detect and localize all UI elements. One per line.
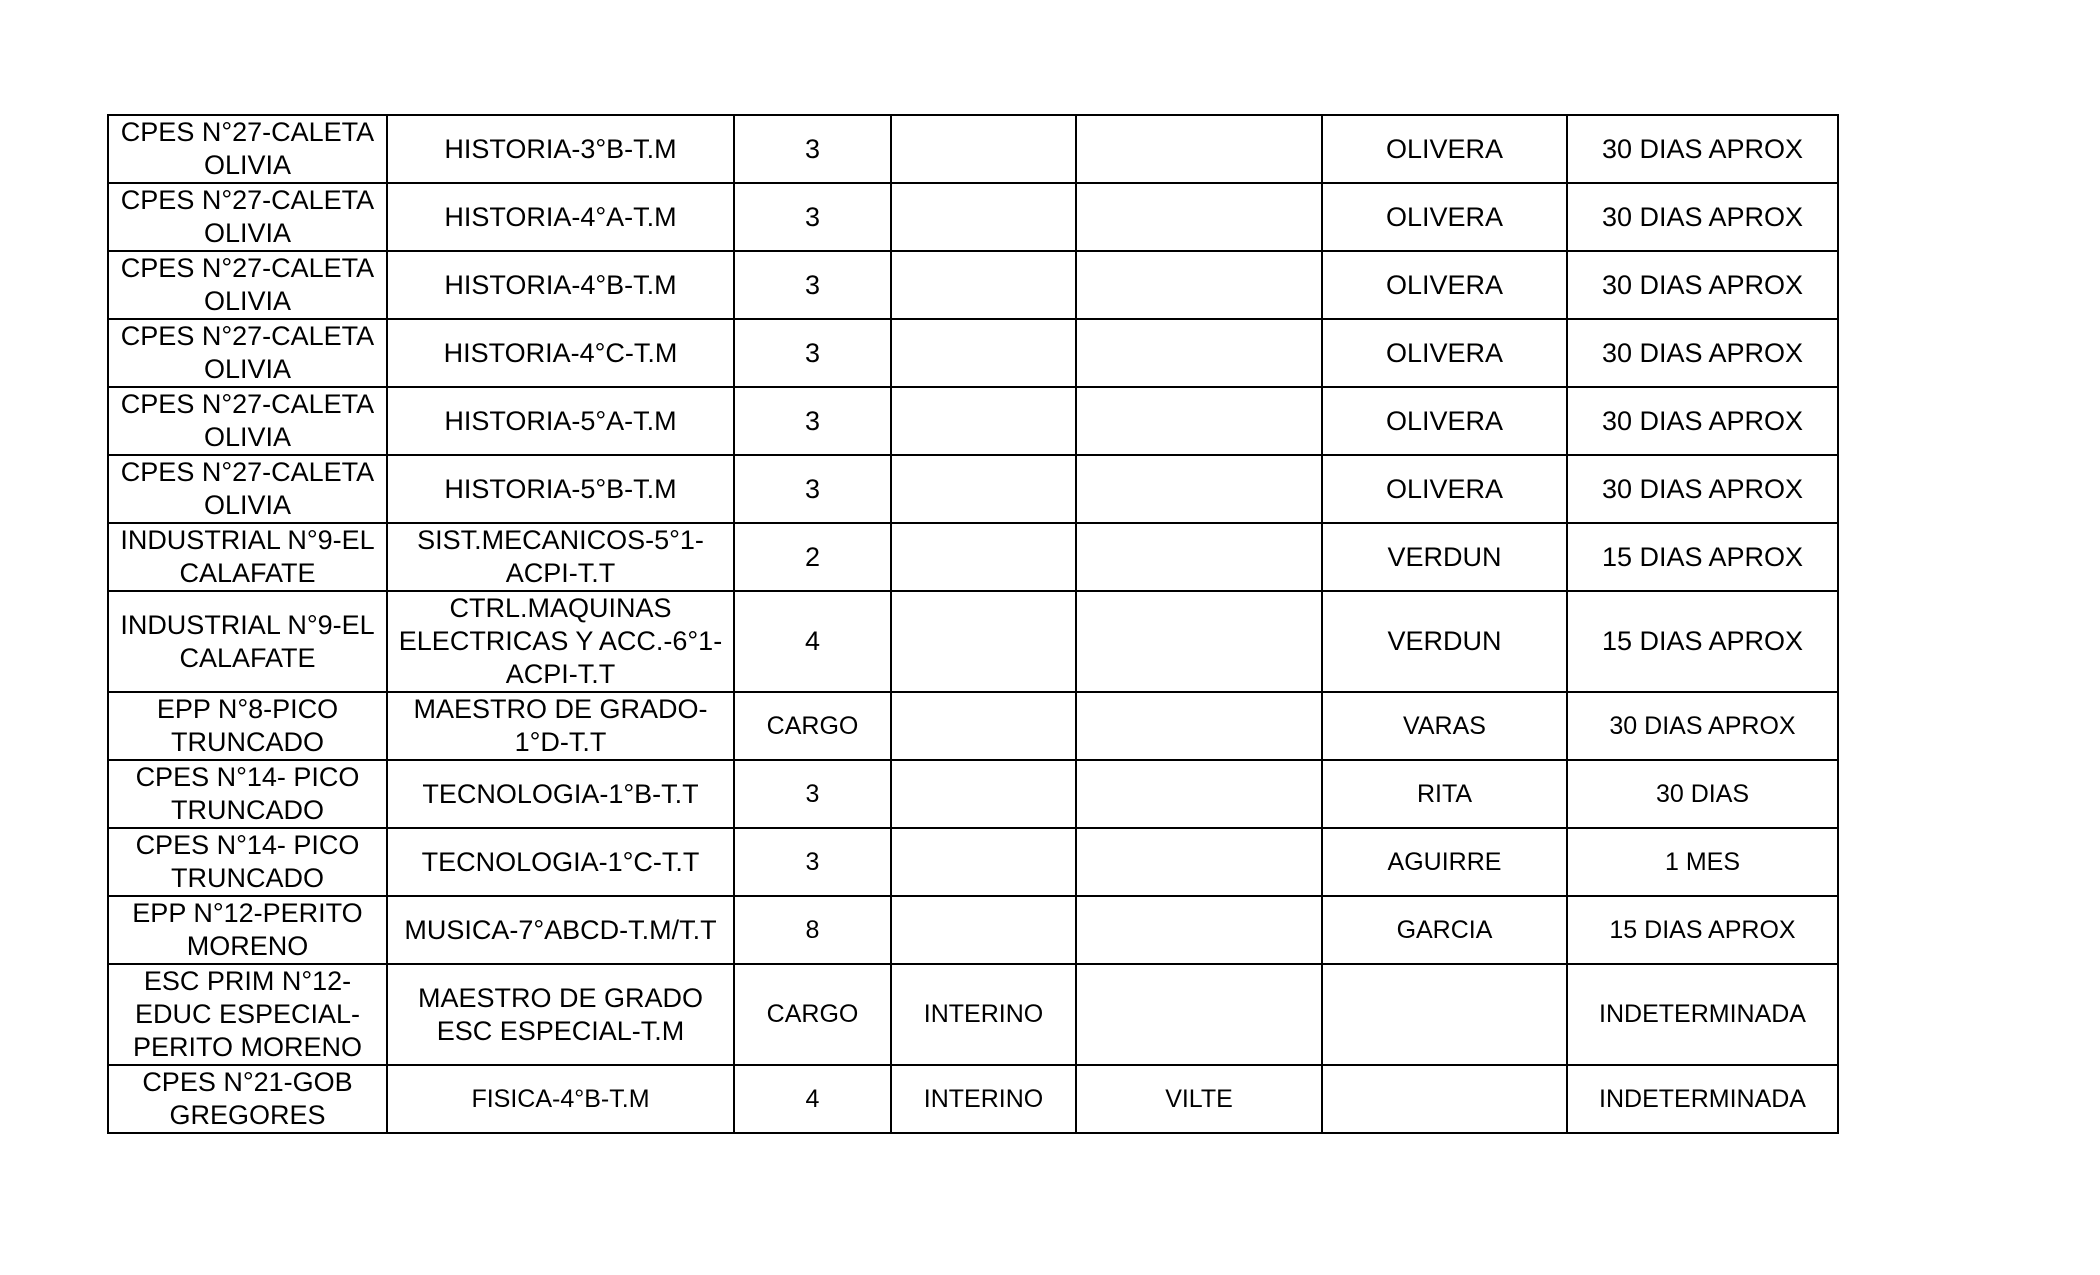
school-cell: EPP N°12-PERITO MORENO bbox=[108, 896, 387, 964]
situation-cell bbox=[891, 115, 1076, 183]
substitute-cell: OLIVERA bbox=[1322, 183, 1567, 251]
substitute-cell bbox=[1322, 964, 1567, 1065]
situation-cell bbox=[891, 523, 1076, 591]
duration-cell: 30 DIAS APROX bbox=[1567, 115, 1838, 183]
situation-cell bbox=[891, 183, 1076, 251]
duration-cell: INDETERMINADA bbox=[1567, 1065, 1838, 1133]
hours-cell: 4 bbox=[734, 591, 891, 692]
duration-cell: 30 DIAS APROX bbox=[1567, 692, 1838, 760]
situation-cell bbox=[891, 896, 1076, 964]
situation-cell: INTERINO bbox=[891, 1065, 1076, 1133]
school-cell: CPES N°21-GOB GREGORES bbox=[108, 1065, 387, 1133]
table-row bbox=[108, 896, 1838, 964]
subject-cell: HISTORIA-5°A-T.M bbox=[387, 387, 734, 455]
duration-cell: 30 DIAS APROX bbox=[1567, 455, 1838, 523]
duration-cell: 30 DIAS APROX bbox=[1567, 183, 1838, 251]
subject-cell: MAESTRO DE GRADO ESC ESPECIAL-T.M bbox=[387, 964, 734, 1065]
school-cell: CPES N°27-CALETA OLIVIA bbox=[108, 251, 387, 319]
subject-cell: HISTORIA-5°B-T.M bbox=[387, 455, 734, 523]
holder-cell bbox=[1076, 692, 1322, 760]
substitute-cell: AGUIRRE bbox=[1322, 828, 1567, 896]
substitute-cell: VERDUN bbox=[1322, 591, 1567, 692]
table-row bbox=[108, 1065, 1838, 1133]
situation-cell bbox=[891, 387, 1076, 455]
substitute-cell: VERDUN bbox=[1322, 523, 1567, 591]
situation-cell bbox=[891, 319, 1076, 387]
subject-cell: HISTORIA-4°A-T.M bbox=[387, 183, 734, 251]
subject-cell: CTRL.MAQUINAS ELECTRICAS Y ACC.-6°1-ACPI-T.T bbox=[387, 591, 734, 692]
holder-cell bbox=[1076, 115, 1322, 183]
substitute-cell: OLIVERA bbox=[1322, 455, 1567, 523]
table-row bbox=[108, 319, 1838, 387]
school-cell: CPES N°27-CALETA OLIVIA bbox=[108, 319, 387, 387]
subject-cell: FISICA-4°B-T.M bbox=[387, 1065, 734, 1133]
table-row bbox=[108, 115, 1838, 183]
subject-cell: SIST.MECANICOS-5°1-ACPI-T.T bbox=[387, 523, 734, 591]
table-row bbox=[108, 183, 1838, 251]
holder-cell bbox=[1076, 964, 1322, 1065]
duration-cell: 30 DIAS APROX bbox=[1567, 251, 1838, 319]
duration-cell: 30 DIAS APROX bbox=[1567, 319, 1838, 387]
table-row bbox=[108, 964, 1838, 1065]
school-cell: ESC PRIM N°12-EDUC ESPECIAL-PERITO MORENO bbox=[108, 964, 387, 1065]
hours-cell: 3 bbox=[734, 760, 891, 828]
substitute-cell: OLIVERA bbox=[1322, 319, 1567, 387]
holder-cell bbox=[1076, 319, 1322, 387]
holder-cell bbox=[1076, 896, 1322, 964]
situation-cell bbox=[891, 760, 1076, 828]
table-row bbox=[108, 828, 1838, 896]
situation-cell: INTERINO bbox=[891, 964, 1076, 1065]
school-cell: CPES N°27-CALETA OLIVIA bbox=[108, 455, 387, 523]
hours-cell: 3 bbox=[734, 828, 891, 896]
holder-cell bbox=[1076, 251, 1322, 319]
holder-cell bbox=[1076, 387, 1322, 455]
school-cell: INDUSTRIAL N°9-EL CALAFATE bbox=[108, 523, 387, 591]
table-row bbox=[108, 591, 1838, 692]
hours-cell: 3 bbox=[734, 183, 891, 251]
situation-cell bbox=[891, 591, 1076, 692]
vacancy-table bbox=[107, 114, 1839, 1134]
table-row bbox=[108, 523, 1838, 591]
subject-cell: HISTORIA-3°B-T.M bbox=[387, 115, 734, 183]
subject-cell: HISTORIA-4°C-T.M bbox=[387, 319, 734, 387]
holder-cell bbox=[1076, 183, 1322, 251]
duration-cell: 1 MES bbox=[1567, 828, 1838, 896]
substitute-cell: RITA bbox=[1322, 760, 1567, 828]
hours-cell: 3 bbox=[734, 387, 891, 455]
table-row bbox=[108, 760, 1838, 828]
hours-cell: 4 bbox=[734, 1065, 891, 1133]
hours-cell: 3 bbox=[734, 455, 891, 523]
table-row bbox=[108, 455, 1838, 523]
substitute-cell: OLIVERA bbox=[1322, 115, 1567, 183]
substitute-cell bbox=[1322, 1065, 1567, 1133]
holder-cell bbox=[1076, 760, 1322, 828]
duration-cell: 30 DIAS APROX bbox=[1567, 387, 1838, 455]
holder-cell bbox=[1076, 591, 1322, 692]
holder-cell bbox=[1076, 523, 1322, 591]
hours-cell: CARGO bbox=[734, 692, 891, 760]
table-row bbox=[108, 251, 1838, 319]
school-cell: CPES N°27-CALETA OLIVIA bbox=[108, 183, 387, 251]
subject-cell: HISTORIA-4°B-T.M bbox=[387, 251, 734, 319]
table-row bbox=[108, 692, 1838, 760]
subject-cell: TECNOLOGIA-1°B-T.T bbox=[387, 760, 734, 828]
school-cell: CPES N°27-CALETA OLIVIA bbox=[108, 115, 387, 183]
school-cell: EPP N°8-PICO TRUNCADO bbox=[108, 692, 387, 760]
situation-cell bbox=[891, 455, 1076, 523]
school-cell: INDUSTRIAL N°9-EL CALAFATE bbox=[108, 591, 387, 692]
duration-cell: 15 DIAS APROX bbox=[1567, 523, 1838, 591]
substitute-cell: OLIVERA bbox=[1322, 251, 1567, 319]
hours-cell: CARGO bbox=[734, 964, 891, 1065]
holder-cell bbox=[1076, 828, 1322, 896]
school-cell: CPES N°14- PICO TRUNCADO bbox=[108, 760, 387, 828]
duration-cell: 15 DIAS APROX bbox=[1567, 896, 1838, 964]
school-cell: CPES N°14- PICO TRUNCADO bbox=[108, 828, 387, 896]
subject-cell: TECNOLOGIA-1°C-T.T bbox=[387, 828, 734, 896]
hours-cell: 3 bbox=[734, 115, 891, 183]
holder-cell: VILTE bbox=[1076, 1065, 1322, 1133]
duration-cell: 30 DIAS bbox=[1567, 760, 1838, 828]
substitute-cell: OLIVERA bbox=[1322, 387, 1567, 455]
substitute-cell: VARAS bbox=[1322, 692, 1567, 760]
table-row bbox=[108, 387, 1838, 455]
situation-cell bbox=[891, 251, 1076, 319]
hours-cell: 2 bbox=[734, 523, 891, 591]
hours-cell: 3 bbox=[734, 251, 891, 319]
subject-cell: MUSICA-7°ABCD-T.M/T.T bbox=[387, 896, 734, 964]
hours-cell: 8 bbox=[734, 896, 891, 964]
subject-cell: MAESTRO DE GRADO-1°D-T.T bbox=[387, 692, 734, 760]
school-cell: CPES N°27-CALETA OLIVIA bbox=[108, 387, 387, 455]
duration-cell: 15 DIAS APROX bbox=[1567, 591, 1838, 692]
substitute-cell: GARCIA bbox=[1322, 896, 1567, 964]
duration-cell: INDETERMINADA bbox=[1567, 964, 1838, 1065]
hours-cell: 3 bbox=[734, 319, 891, 387]
holder-cell bbox=[1076, 455, 1322, 523]
situation-cell bbox=[891, 692, 1076, 760]
situation-cell bbox=[891, 828, 1076, 896]
